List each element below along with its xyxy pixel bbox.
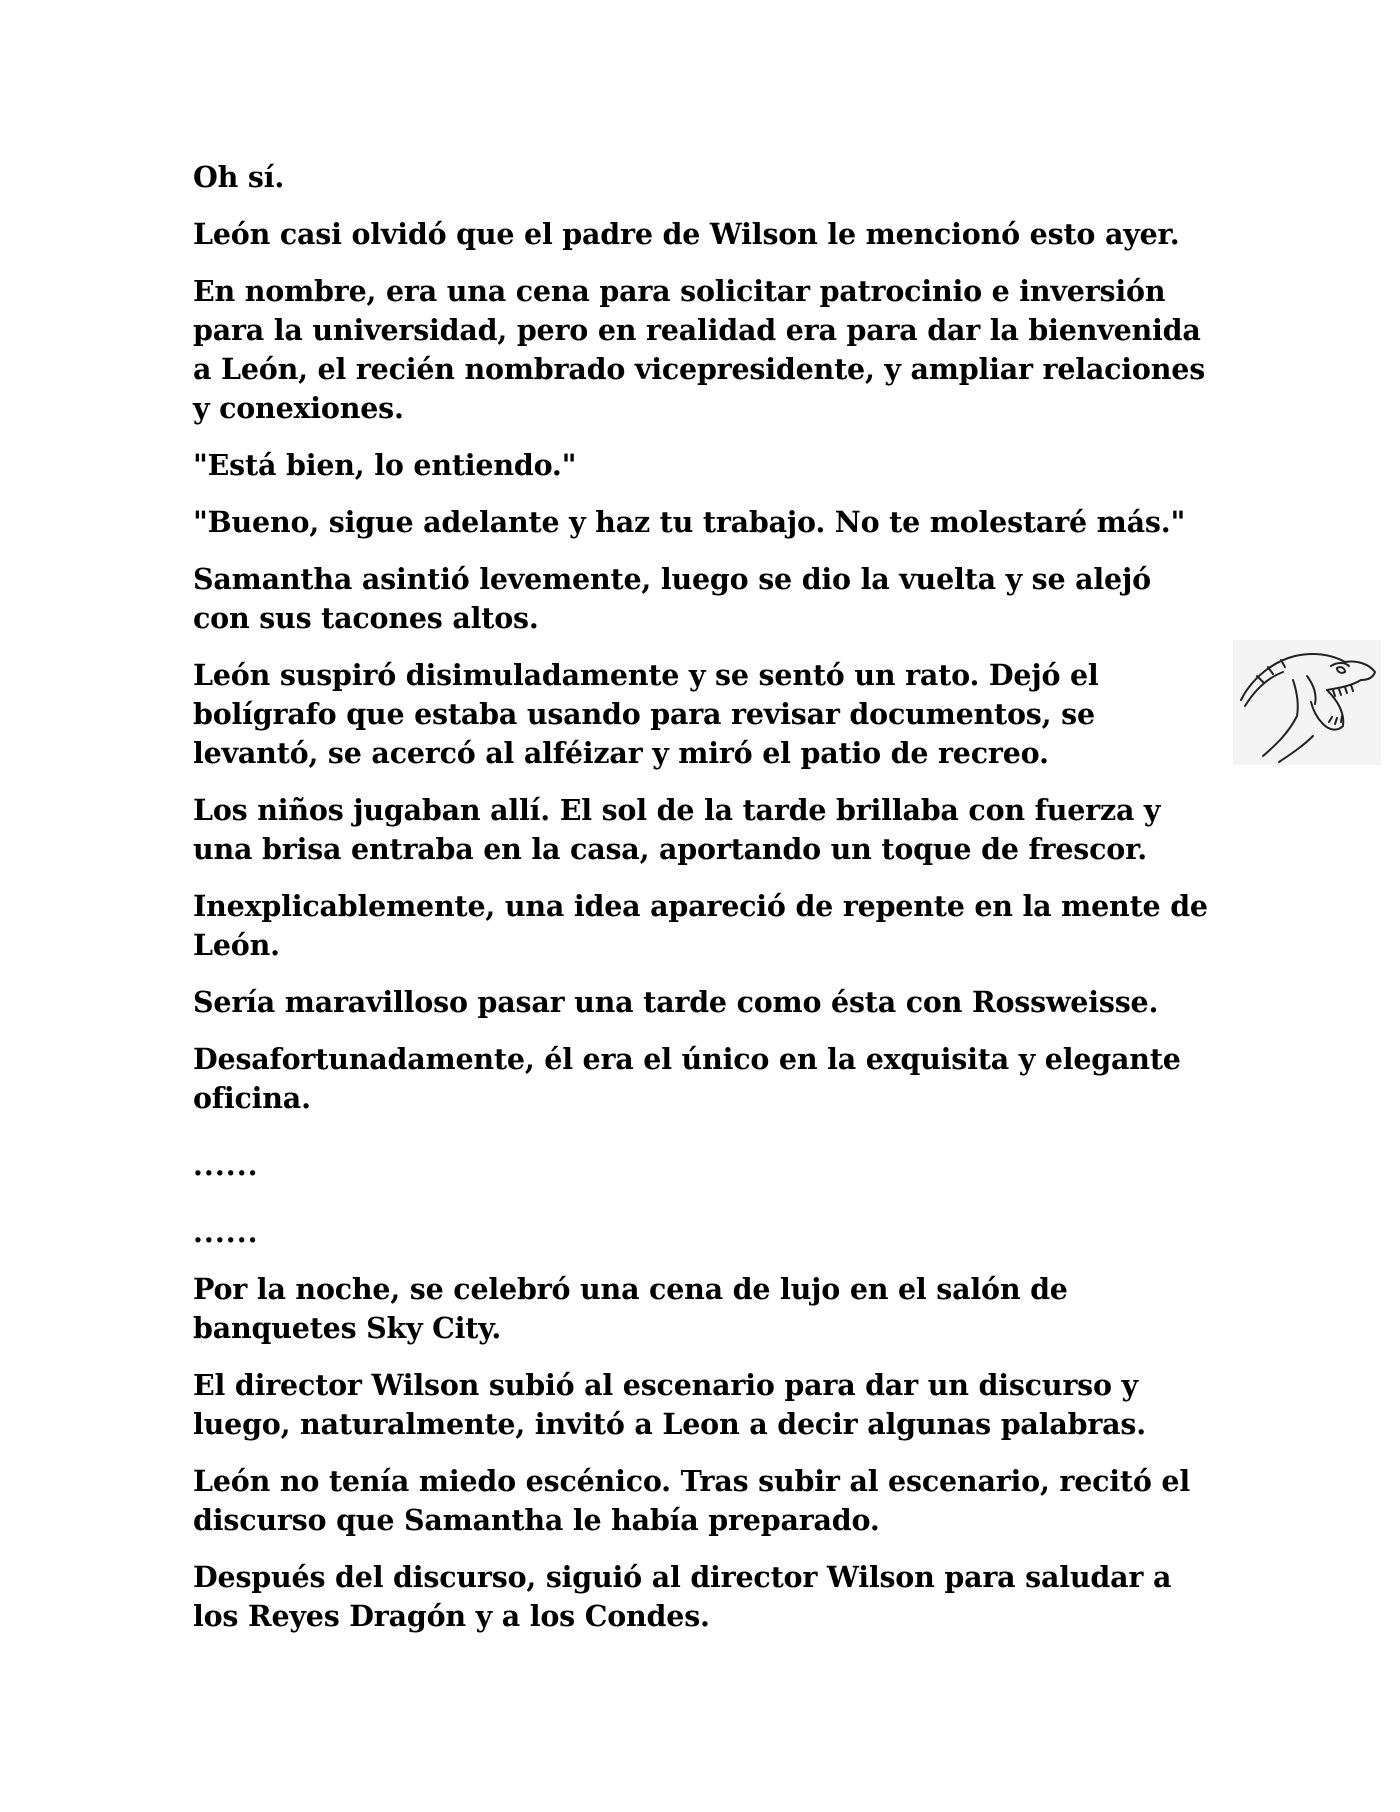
paragraph: El director Wilson subió al escenario para dar un discurso y luego, naturalmente, invitó a Leon a decir algunas palabras. [193,1368,1146,1441]
paragraph: Después del discurso, siguió al director Wilson para saludar a los Reyes Dragón y a los Condes. [193,1560,1172,1633]
paragraph: "Bueno, sigue adelante y haz tu trabajo. No te molestaré más." [193,505,1186,539]
paragraph: "Está bien, lo entiendo." [193,448,577,482]
paragraph: Por la noche, se celebró una cena de lujo en el salón de banquetes Sky City. [193,1272,1068,1345]
paragraph: Los niños jugaban allí. El sol de la tarde brillaba con fuerza y una brisa entraba en la casa, aportando un toque de frescor. [193,793,1161,866]
paragraph: En nombre, era una cena para solicitar patrocinio e inversión para la universidad, pero en realidad era para dar la bienvenida a León, el recién nombrado vicepresidente, y ampliar relaciones y conexiones. [193,274,1206,425]
paragraph: León suspiró disimuladamente y se sentó un rato. Dejó el bolígrafo que estaba usando para revisar documentos, se levantó, se acercó al alféizar y miró el patio de recreo. [193,658,1099,770]
dinosaur-head-sketch-icon [1233,640,1381,765]
ellipsis-separator: ...... [193,1148,259,1182]
paragraph: Desafortunadamente, él era el único en la exquisita y elegante oficina. [193,1042,1181,1115]
document-body [193,158,1213,1654]
paragraph: Samantha asintió levemente, luego se dio la vuelta y se alejó con sus tacones altos. [193,562,1151,635]
ellipsis-separator: ...... [193,1215,259,1249]
paragraph: León no tenía miedo escénico. Tras subir al escenario, recitó el discurso que Samantha le había preparado. [193,1464,1190,1537]
paragraph: León casi olvidó que el padre de Wilson le mencionó esto ayer. [193,217,1180,251]
paragraph: Sería maravilloso pasar una tarde como ésta con Rossweisse. [193,985,1159,1019]
paragraph: Inexplicablemente, una idea apareció de repente en la mente de León. [193,889,1208,962]
paragraph: Oh sí. [193,160,285,194]
